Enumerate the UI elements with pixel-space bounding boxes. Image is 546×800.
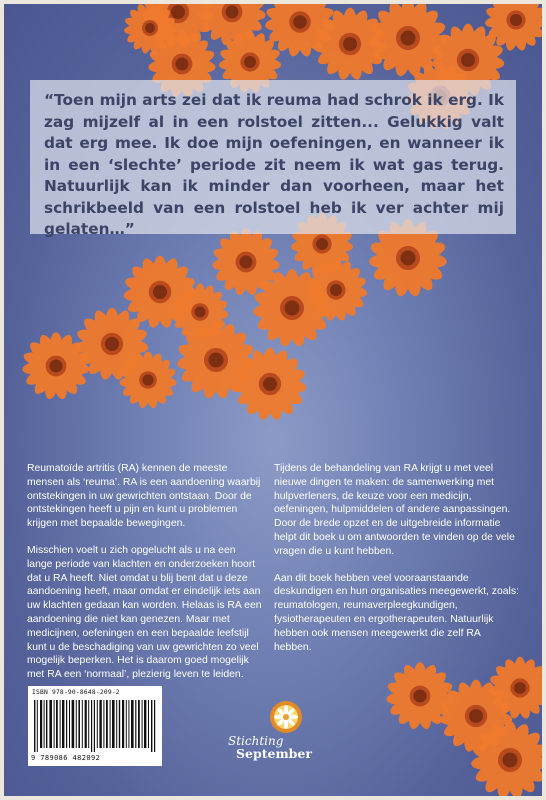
publisher-name-line1: Stichting [228, 734, 284, 748]
barcode [28, 686, 162, 766]
blurb-paragraph: Reumatoïde artritis (RA) kennen de meeste mensen als ‘reuma’. RA is een aandoening waarbij ontstekingen in uw gewrichten ontstaan. Door de ontstekingen heeft u pijn en kunt u problemen krijgen met bepaalde bewegingen. [27, 463, 261, 530]
blurb-paragraph: Tijdens de behandeling van RA krijgt u met veel nieuwe dingen te maken: de samenwerking met hulpverleners, de keuze voor een medicijn, oefeningen, hulpmiddelen of andere aanpassingen. Door de brede opzet en de uitgebreide informatie helpt dit boek u om antwoorden te vinden op de vele vragen die u kunt hebben. [274, 463, 515, 557]
isbn-label: ISBN 978-90-8648-209-2 [32, 689, 120, 696]
testimonial-quote: “Toen mijn arts zei dat ik reuma had schrok ik erg. Ik zag mijzelf al in een rolstoel zitten... Gelukkig valt dat erg mee. Ik doe mijn oefeningen, en wanneer ik in een ‘slechte’ periode zit neem ik wat gas terug. Natuurlijk kan ik minder dan voorheen, maar het schrikbeeld van een rolstoel heb ik ver achter mij gelaten…” [44, 91, 504, 238]
publisher-name-line2: September [236, 746, 312, 761]
publisher-name [228, 734, 312, 761]
blurb-right-column [274, 462, 520, 667]
blurb-left-column [27, 462, 263, 695]
barcode-digits: 9 789086 482092 [31, 754, 101, 762]
blurb-paragraph: Aan dit boek hebben veel vooraanstaande deskundigen en hun organisaties meegewerkt, zoals: reumatologen, reumaverpleegkundigen, fysiotherapeuten en ergotherapeuten. Natuurlijk hebben ook mensen meegewerkt die zelf RA hebben. [274, 572, 519, 653]
barcode-bars [34, 700, 156, 752]
blurb-paragraph: Misschien voelt u zich opgelucht als u na een lange periode van klachten en onderzoeken hoort dat u RA heeft. Niet omdat u blij bent dat u deze aandoening heeft, maar omdat er eindelijk iets aan uw klachten gedaan kan worden. Helaas is RA een aandoening die niet kan genezen. Maar met medicijnen, oefeningen en een bepaalde leefstijl kunt u de beschadiging van uw gewrichten zo veel mogelijk beperken. Het is daarom goed mogelijk met RA een ‘normaal’, plezierig leven te leiden. [27, 544, 262, 681]
